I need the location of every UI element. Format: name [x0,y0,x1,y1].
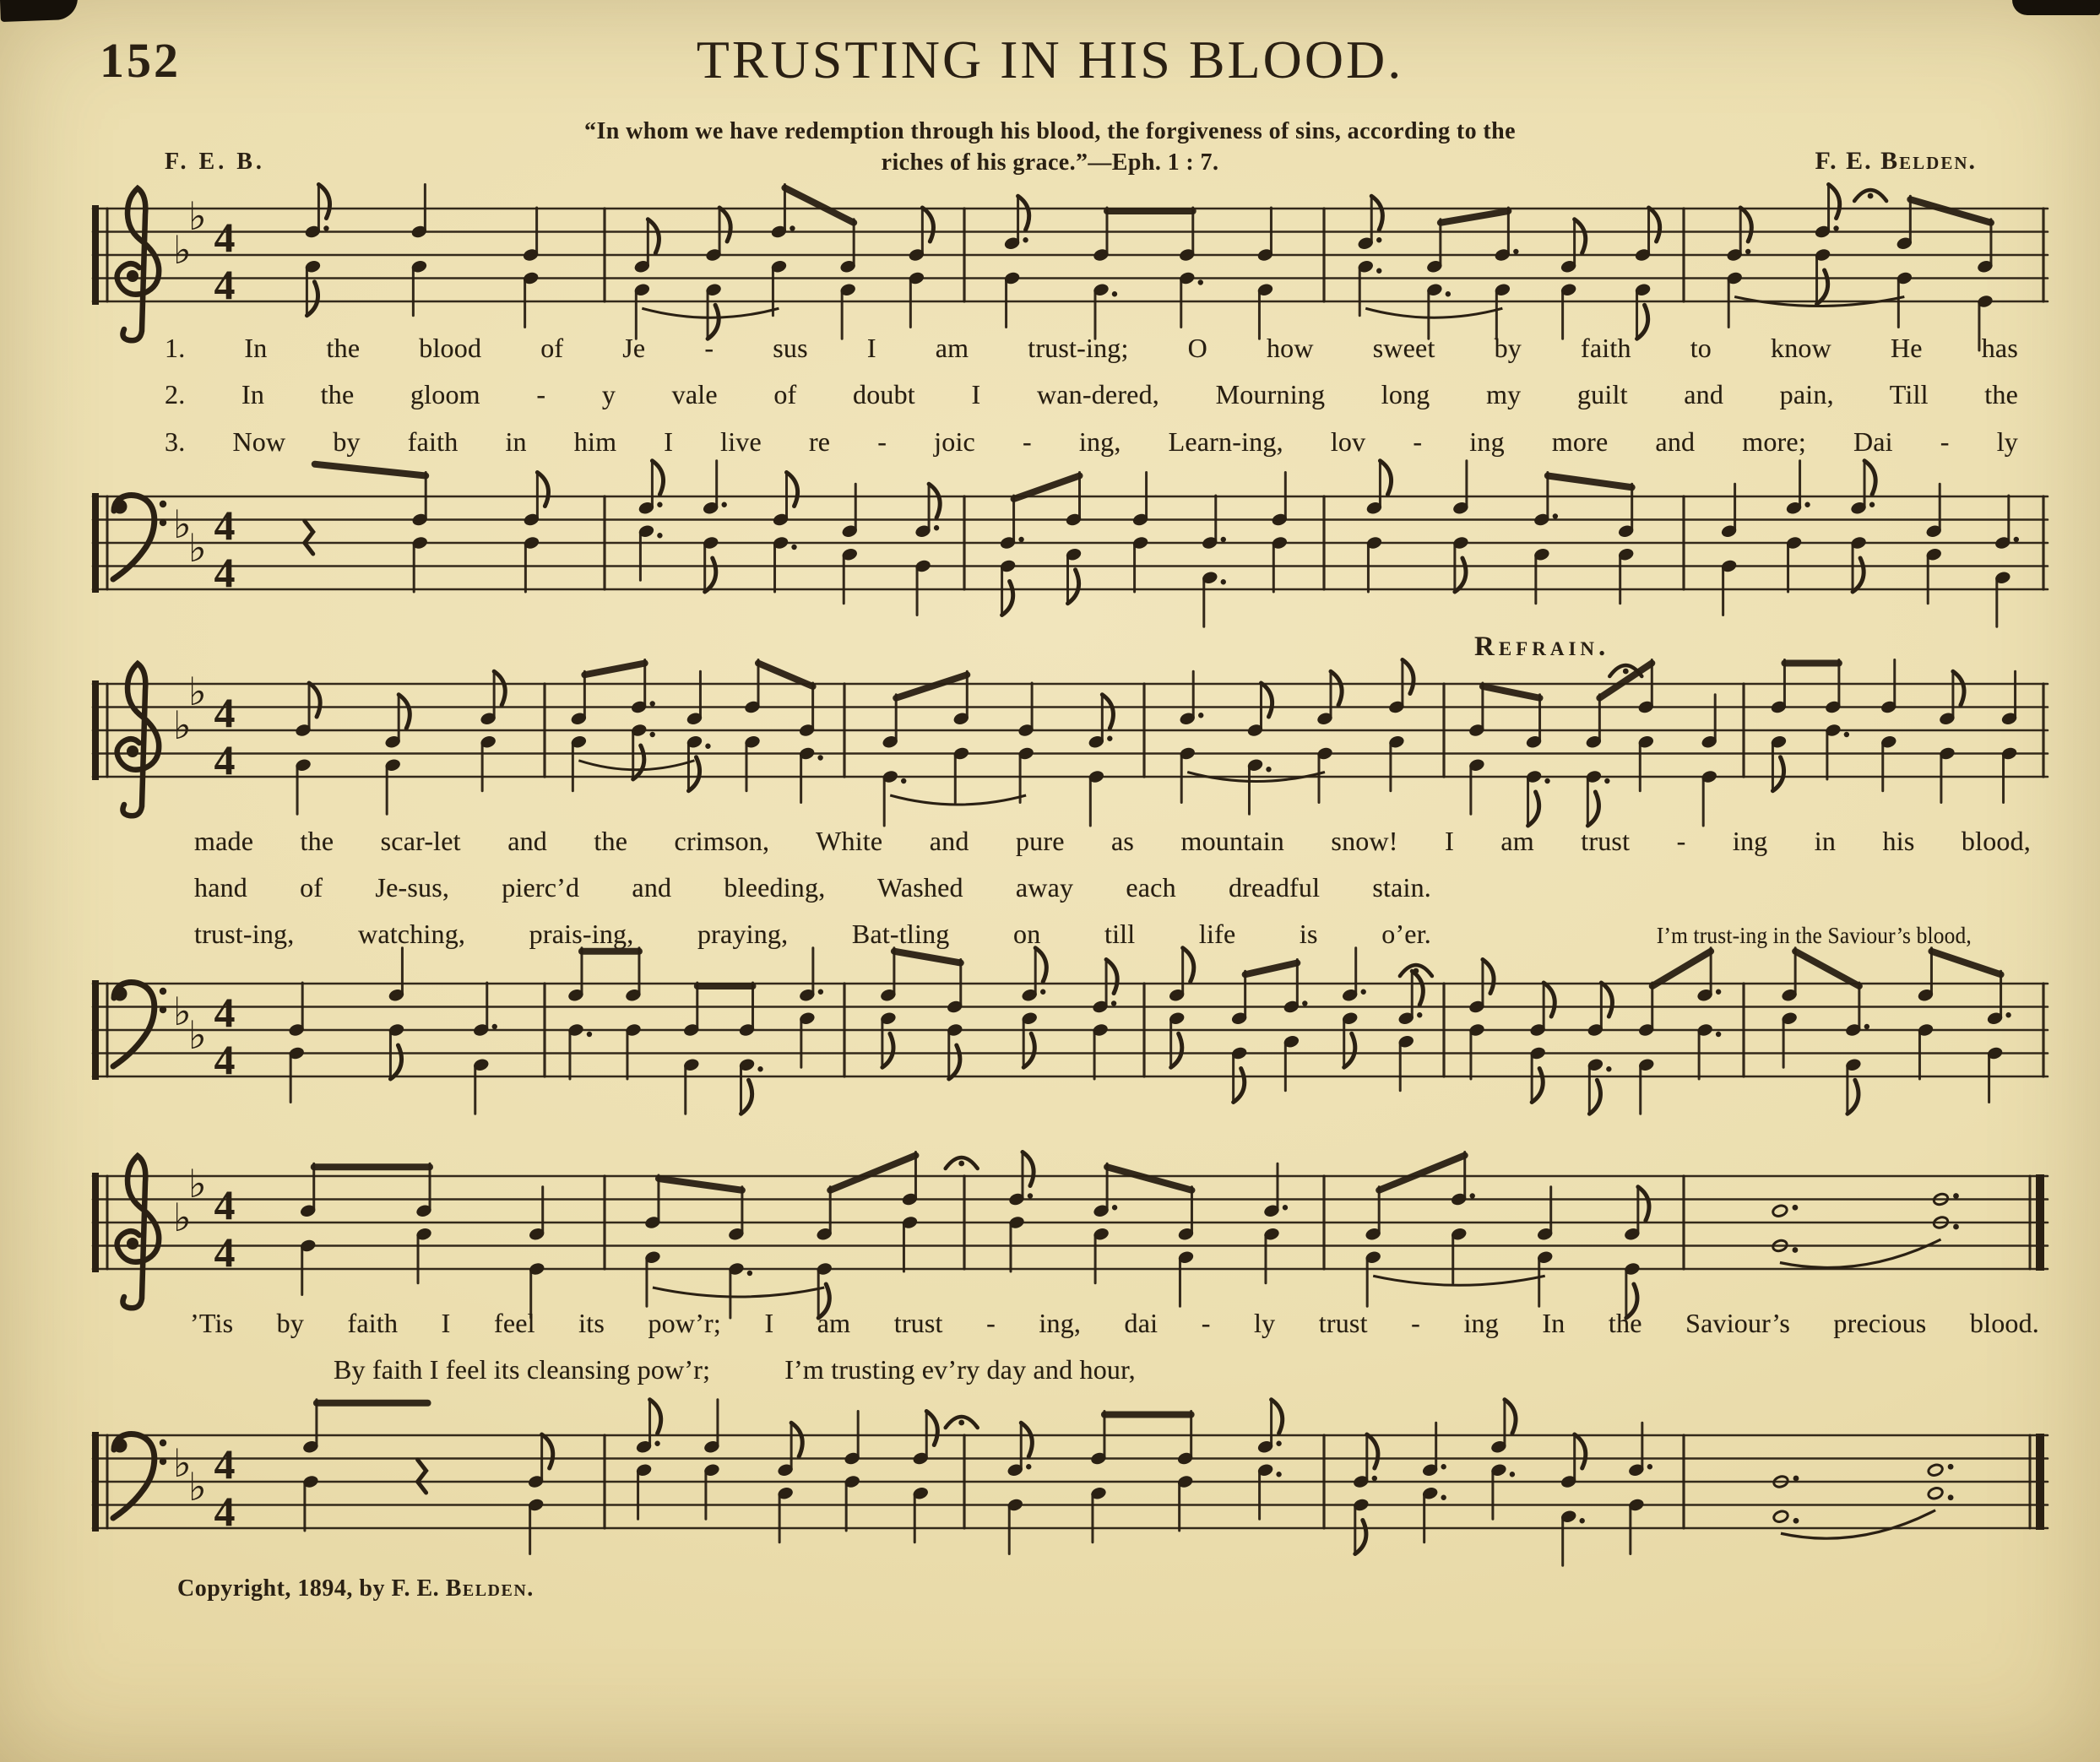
flat-sign-icon: ♭ [173,227,192,273]
tie-slur [890,795,1026,805]
verse-line-2: 2. In the gloom - y vale of doubt I wan-dered, Mourning long my guilt and pain, Till the [165,379,2018,409]
time-signature: 4 [214,1181,236,1228]
bass-staff-3-notation [72,1391,2065,1585]
flat-sign-icon: ♭ [173,501,192,547]
chorus-line-2-right: I’m trusting ev’ry day and hour, [784,1354,1136,1385]
refrain-line-2: hand of Je-sus, pierc’d and bleeding, Washed away each dreadful stain. [194,872,1431,903]
composer-credit: F. E. Belden. [1815,147,1977,175]
flat-sign-icon: ♭ [173,989,192,1034]
bass-staff-1 [72,452,2065,646]
time-signature: 4 [214,689,236,736]
treble-staff-3-notation [72,1131,2065,1326]
chorus-line-2 [334,1354,1136,1385]
copyright-text: Copyright, 1894, by F. E. [177,1575,446,1602]
time-signature: 4 [214,736,236,783]
quarter-rest-icon [418,1460,426,1493]
flat-sign-icon: ♭ [188,669,207,714]
treble-clef-icon [117,188,160,340]
time-signature: 4 [214,1036,236,1083]
time-signature: 4 [214,1228,236,1276]
time-signature: 4 [214,214,236,261]
time-signature: 4 [214,549,236,596]
flat-sign-icon: ♭ [173,702,192,748]
refrain-label: Refrain. [1474,632,1610,662]
page-number: 152 [100,33,181,88]
treble-staff-1-notation [72,164,2065,358]
treble-staff-2-notation [72,639,2065,833]
bass-staff-2-notation [72,939,2065,1133]
flat-sign-icon: ♭ [173,1195,192,1240]
scripture-quote-line-1: “In whom we have redemption through his blood, the forgiveness of sins, according to the [584,118,1516,144]
bass-staff-2 [72,939,2065,1133]
tie-slur [642,308,779,317]
flat-sign-icon: ♭ [188,1012,207,1058]
tie-slur [1780,1239,1941,1267]
time-signature: 4 [214,1488,236,1535]
flat-sign-icon: ♭ [173,1440,192,1486]
tie-slur [578,761,694,770]
quarter-rest-icon [305,521,313,554]
scan-artifact-top-left [0,0,79,22]
author-initials: F. E. B. [165,149,265,175]
flat-sign-icon: ♭ [188,525,207,571]
copyright-line [177,1575,534,1602]
flat-sign-icon: ♭ [188,1464,207,1510]
refrain-line-3-left: trust-ing, watching, prais-ing, praying, Bat-tling on till life is o’er. [194,919,1431,949]
chorus-line-1: ’Tis by faith I feel its pow’r; I am trust - ing, dai - ly trust - ing In the Saviour’s precious blood. [190,1308,2039,1338]
tie-slur [653,1288,824,1297]
refrain-line-3-right: I’m trust-ing in the Saviour’s blood, [1656,923,1972,948]
treble-staff-2 [72,639,2065,833]
time-signature: 4 [214,261,236,308]
bass-staff-1-notation [72,452,2065,646]
time-signature: 4 [214,989,236,1036]
tie-slur [1365,308,1502,317]
treble-staff-3 [72,1131,2065,1326]
bass-staff-3 [72,1391,2065,1585]
copyright-name: Belden. [445,1575,534,1602]
scan-artifact-top-right [2012,0,2100,15]
tie-slur [1781,1510,1935,1538]
treble-clef-icon [117,664,160,816]
verse-line-1: 1. In the blood of Je - sus I am trust-ing; O how sweet by faith to know He has [165,333,2018,363]
verse-line-3: 3. Now by faith in him I live re - joic - ing, Learn-ing, lov - ing more and more; Dai - ly [165,426,2018,457]
time-signature: 4 [214,501,236,549]
tie-slur [1373,1276,1545,1285]
scripture-quote-line-2: riches of his grace.”—Eph. 1 : 7. [881,149,1219,176]
time-signature: 4 [214,1440,236,1488]
treble-clef-icon [117,1156,160,1308]
treble-staff-1 [72,164,2065,358]
page-title: TRUSTING IN HIS BLOOD. [696,30,1404,89]
chorus-line-2-left: By faith I feel its cleansing pow’r; [334,1354,711,1385]
flat-sign-icon: ♭ [188,1161,207,1206]
flat-sign-icon: ♭ [188,193,207,239]
refrain-line-1: made the scar-let and the crimson, White and pure as mountain snow! I am trust - ing in his blood, [194,826,2031,856]
